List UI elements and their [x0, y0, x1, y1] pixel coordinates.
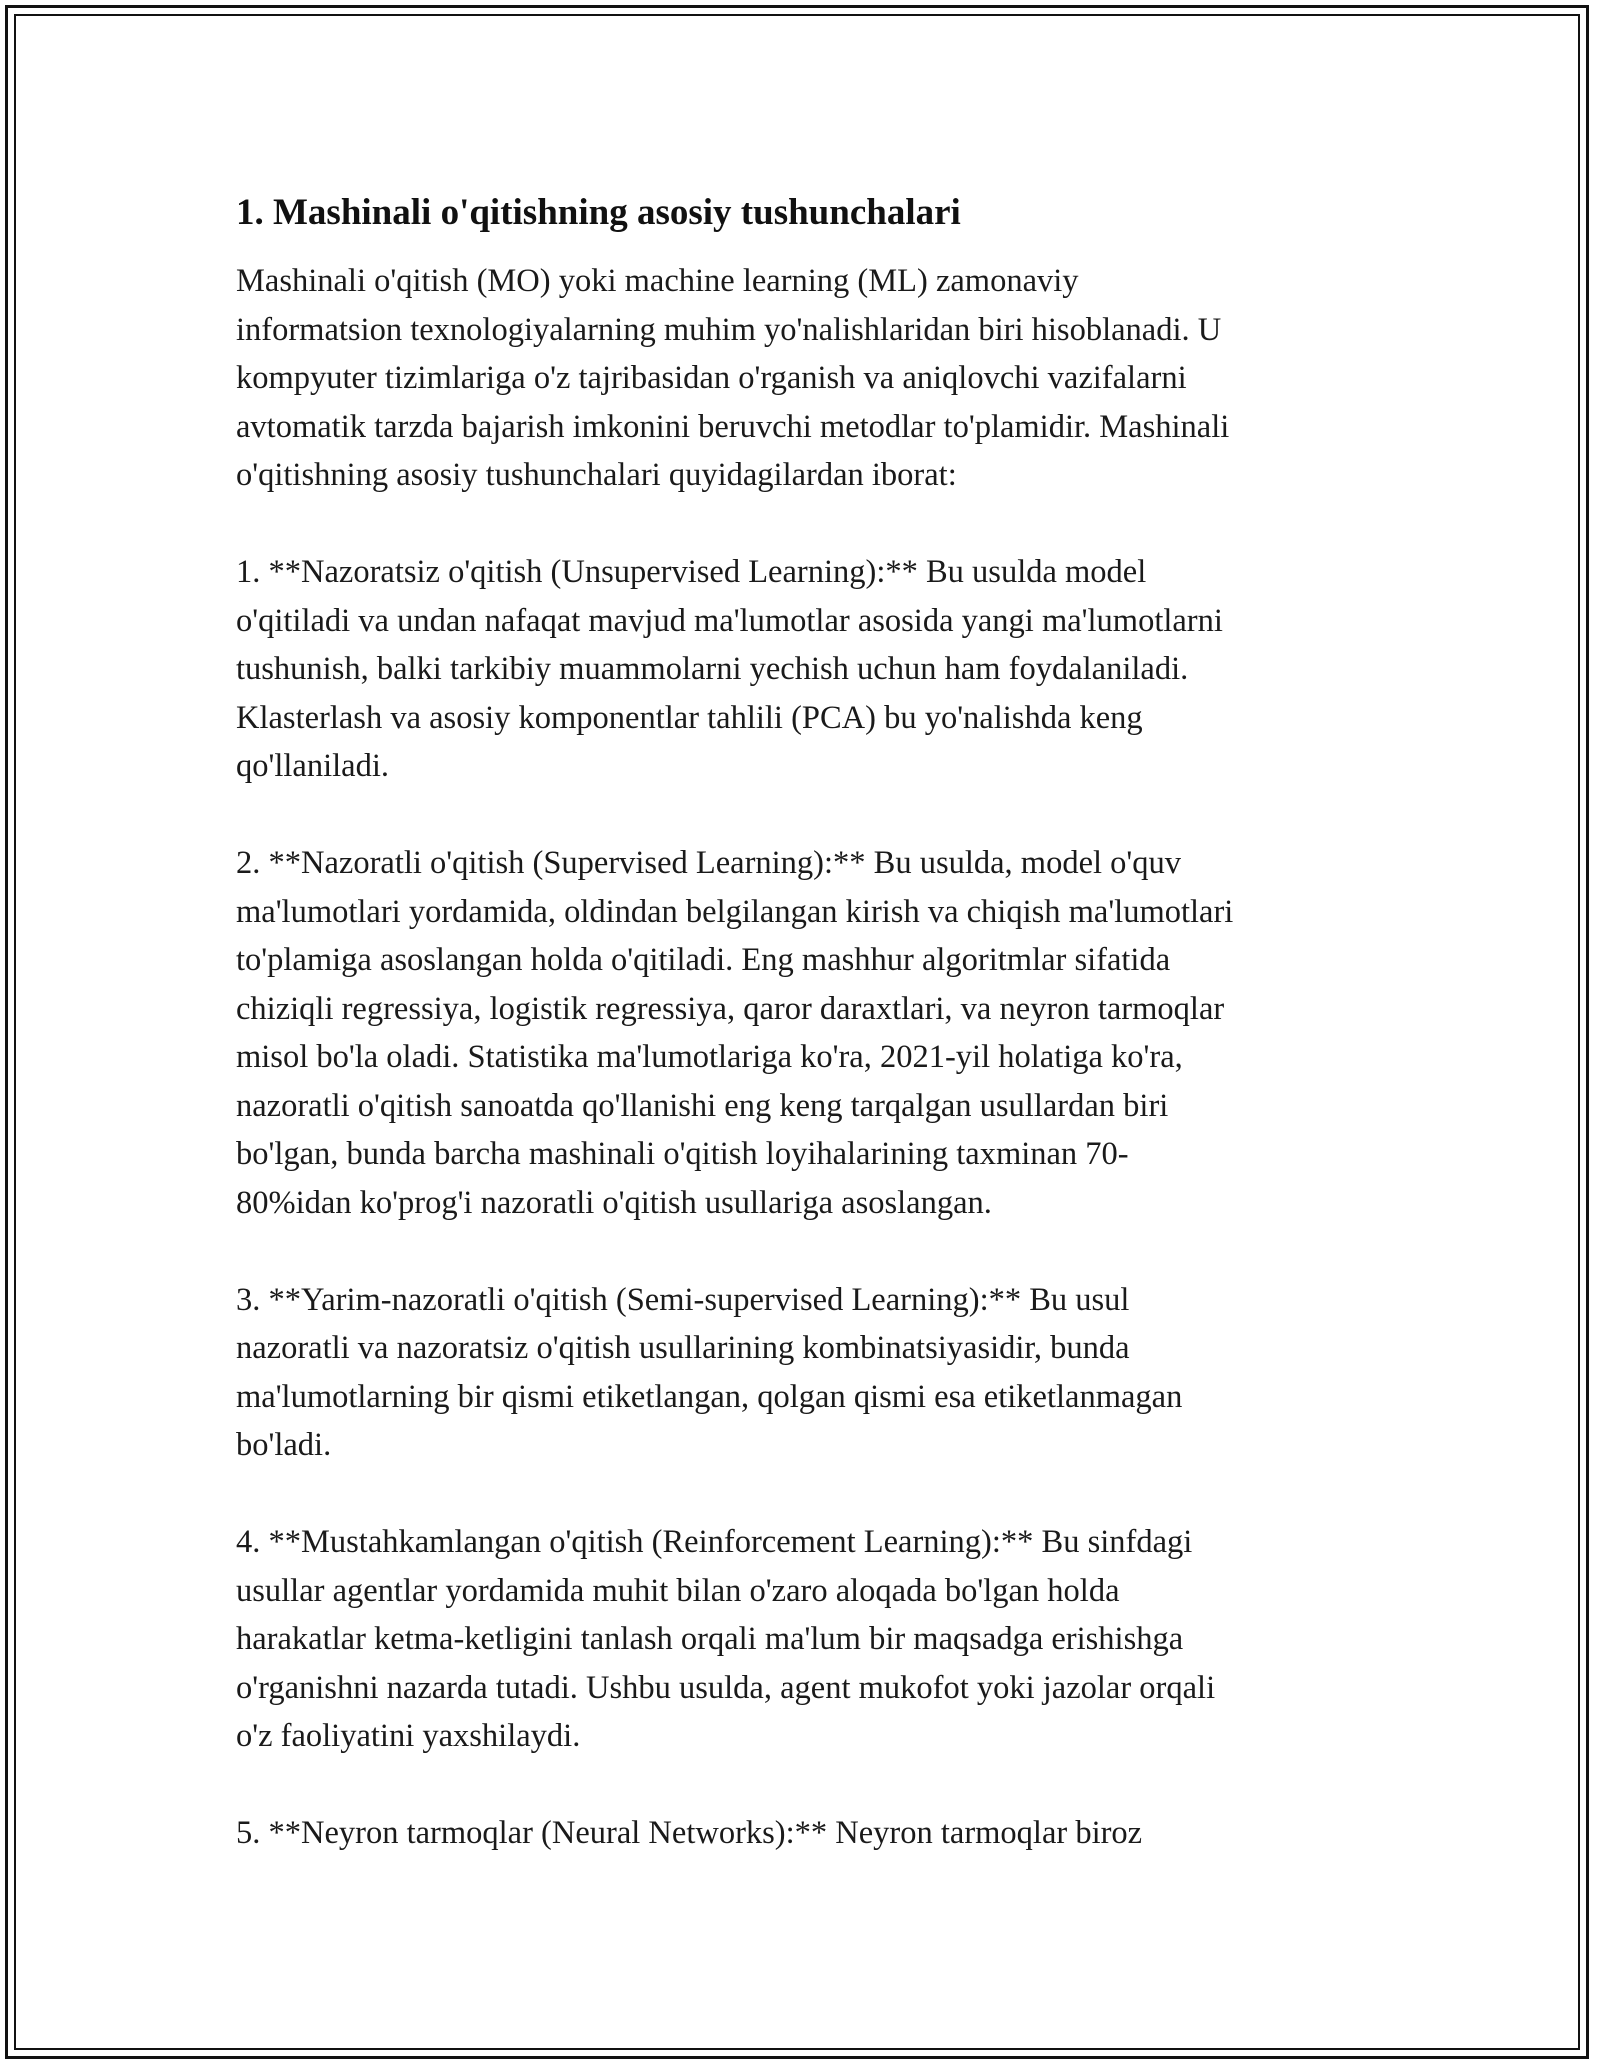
text-line: to'plamiga asoslangan holda o'qitiladi. Eng mashhur algoritmlar sifatida	[236, 942, 1171, 978]
text-line: Mashinali o'qitish (MO) yoki machine learning (ML) zamonaviy	[236, 263, 1079, 299]
text-line: 5. **Neyron tarmoqlar (Neural Networks):** Neyron tarmoqlar biroz	[236, 1815, 1143, 1851]
text-line: harakatlar ketma-ketligini tanlash orqali ma'lum bir maqsadga erishishga	[236, 1621, 1184, 1657]
list-item-neural-networks	[236, 1809, 1366, 1858]
text-line: 4. **Mustahkamlangan o'qitish (Reinforcement Learning):** Bu sinfdagi	[236, 1524, 1193, 1560]
text-line: 80%idan ko'prog'i nazoratli o'qitish usullariga asoslangan.	[236, 1184, 992, 1221]
text-line: 3. **Yarim-nazoratli o'qitish (Semi-supervised Learning):** Bu usul	[236, 1281, 1130, 1318]
text-line: bo'ladi.	[236, 1427, 332, 1463]
list-item-unsupervised	[236, 548, 1366, 791]
text-line: chiziqli regressiya, logistik regressiya, qaror daraxtlari, va neyron tarmoqlar	[236, 990, 1225, 1027]
text-line: qo'llaniladi.	[236, 748, 389, 784]
text-line: informatsion texnologiyalarning muhim yo'nalishlaridan biri hisoblanadi. U	[236, 311, 1222, 348]
text-line: o'qitiladi va undan nafaqat mavjud ma'lumotlar asosida yangi ma'lumotlarni	[236, 602, 1223, 639]
document-body	[236, 186, 1366, 1858]
text-line: nazoratli o'qitish sanoatda qo'llanishi eng keng tarqalgan usullardan biri	[236, 1087, 1169, 1124]
text-line: bo'lgan, bunda barcha mashinali o'qitish loyihalarining taxminan 70-	[236, 1136, 1129, 1172]
text-line: ma'lumotlari yordamida, oldindan belgilangan kirish va chiqish ma'lumotlari	[236, 893, 1234, 930]
intro-paragraph	[236, 257, 1366, 500]
text-line: 2. **Nazoratli o'qitish (Supervised Learning):** Bu usulda, model o'quv	[236, 845, 1182, 881]
text-line: o'qitishning asosiy tushunchalari quyidagilardan iborat:	[236, 457, 957, 493]
list-item-reinforcement	[236, 1518, 1366, 1761]
text-line: nazoratli va nazoratsiz o'qitish usullarining kombinatsiyasidir, bunda	[236, 1330, 1130, 1366]
section-heading: 1. Mashinali o'qitishning asosiy tushunchalari	[236, 192, 961, 233]
list-item-semi-supervised	[236, 1276, 1366, 1470]
text-line: tushunish, balki tarkibiy muammolarni yechish uchun ham foydalaniladi.	[236, 651, 1189, 687]
text-line: 1. **Nazoratsiz o'qitish (Unsupervised Learning):** Bu usulda model	[236, 554, 1147, 590]
list-item-supervised	[236, 839, 1366, 1227]
text-line: usullar agentlar yordamida muhit bilan o'zaro aloqada bo'lgan holda	[236, 1572, 1120, 1609]
text-line: avtomatik tarzda bajarish imkonini beruvchi metodlar to'plamidir. Mashinali	[236, 408, 1230, 445]
text-line: misol bo'la oladi. Statistika ma'lumotlariga ko'ra, 2021-yil holatiga ko'ra,	[236, 1039, 1183, 1075]
text-line: Klasterlash va asosiy komponentlar tahlili (PCA) bu yo'nalishda keng	[236, 699, 1143, 736]
text-line: ma'lumotlarning bir qismi etiketlangan, qolgan qismi esa etiketlanmagan	[236, 1378, 1183, 1415]
text-line: o'z faoliyatini yaxshilaydi.	[236, 1718, 581, 1754]
text-line: kompyuter tizimlariga o'z tajribasidan o'rganish va aniqlovchi vazifalarni	[236, 360, 1187, 396]
text-line: o'rganishni nazarda tutadi. Ushbu usulda, agent mukofot yoki jazolar orqali	[236, 1669, 1216, 1706]
